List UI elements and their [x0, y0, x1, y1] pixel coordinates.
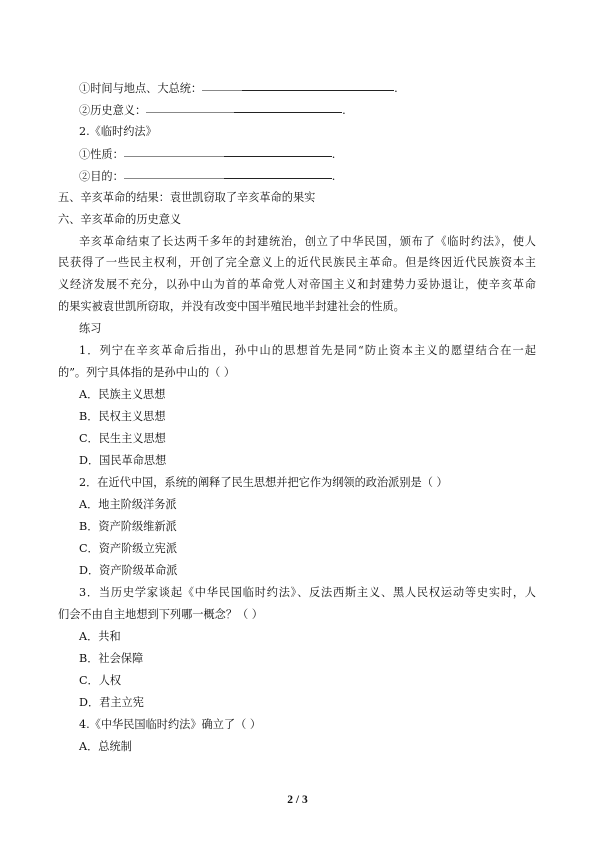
- section-heading-significance: 六、辛亥革命的历史意义: [58, 213, 182, 226]
- paragraph-line: 辛亥革命结束了长达两千多年的封建统治，创立了中华民国，颁布了《临时约法》，使人: [79, 235, 536, 248]
- paragraph-line: 的果实被袁世凯所窃取，并没有改变中国半殖民地半封建社会的性质。: [58, 300, 405, 313]
- question-3-stem: 3．当历史学家谈起《中华民国临时约法》、反法西斯主义、黑人民权运动等史实时，人: [79, 586, 536, 599]
- fill-line-purpose: ②目的： .: [79, 170, 336, 183]
- answer-blank[interactable]: [202, 82, 394, 92]
- question-3-option-b: B．社会保障: [79, 652, 144, 665]
- section-heading-result: 五、辛亥革命的结果：袁世凯窃取了辛亥革命的果实: [58, 191, 316, 204]
- question-2-option-b: B．资产阶级维新派: [79, 520, 177, 533]
- fill-line-time-place: ①时间与地点、大总统： .: [79, 82, 398, 95]
- question-1-option-d: D．国民革命思想: [79, 454, 167, 467]
- answer-blank[interactable]: [124, 148, 332, 158]
- question-1-option-c: C．民生主义思想: [79, 432, 166, 445]
- question-1-option-b: B．民权主义思想: [79, 410, 166, 423]
- paragraph-line: 民获得了一些民主权利，开创了完全意义上的近代民族民主革命。但是终因近代民族资本主: [58, 256, 536, 269]
- question-3-option-a: A．共和: [79, 630, 121, 643]
- question-3-option-d: D．君主立宪: [79, 696, 144, 709]
- question-2-option-d: D．资产阶级革命派: [79, 564, 178, 577]
- question-1-option-a: A．民族主义思想: [79, 388, 166, 401]
- question-4-option-a: A．总统制: [79, 740, 132, 753]
- question-2-stem: 2．在近代中国，系统的阐释了民生思想并把它作为纲领的政治派别是（ ）: [79, 476, 448, 489]
- question-4-stem: 4.《中华民国临时约法》确立了（ ）: [79, 718, 262, 731]
- fill-line-nature: ①性质： .: [79, 148, 336, 161]
- fill-line-significance: ②历史意义： .: [79, 104, 346, 117]
- practice-title: 练习: [79, 322, 102, 335]
- answer-blank[interactable]: [124, 170, 332, 180]
- fill-line-constitution: 2.《临时约法》: [79, 125, 157, 138]
- question-3-stem: 们会不由自主地想到下列哪一概念？（ ）: [58, 608, 263, 621]
- question-3-option-c: C．人权: [79, 674, 122, 687]
- question-1-stem: 1．列宁在辛亥革命后指出，孙中山的思想首先是同“防止资本主义的愿望结合在一起: [79, 344, 536, 357]
- answer-blank[interactable]: [146, 104, 342, 114]
- page-number: 2 / 3: [287, 794, 308, 806]
- paragraph-line: 义经济发展不充分，以孙中山为首的革命党人对帝国主义和封建势力妥协退让，使辛亥革命: [58, 278, 536, 291]
- question-2-option-a: A．地主阶级洋务派: [79, 498, 177, 511]
- question-2-option-c: C．资产阶级立宪派: [79, 542, 178, 555]
- question-1-stem: 的”。列宁具体指的是孙中山的（ ）: [58, 366, 236, 379]
